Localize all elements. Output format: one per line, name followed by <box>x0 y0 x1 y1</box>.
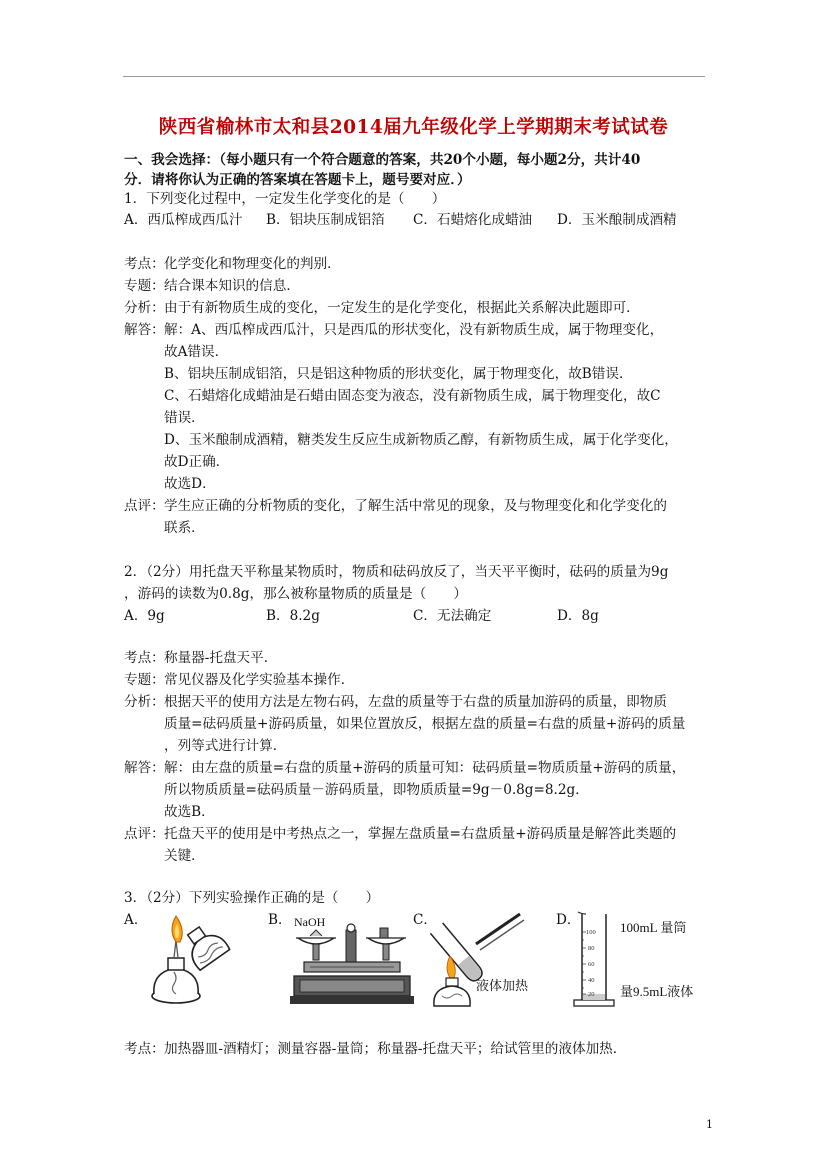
q2-jieda-line-1: 解：由左盘的质量=右盘的质量+游码的质量可知：砝码质量=物质质量+游码的质量， <box>164 760 686 776</box>
q3-option-b-label: B． <box>268 912 292 928</box>
q2-fenxi-line-3: ，列等式进行计算． <box>164 738 287 754</box>
q2-option-c: C．无法确定 <box>413 608 492 624</box>
q1-stem: 1．下列变化过程中，一定发生化学变化的是（ ） <box>124 191 446 207</box>
q3-option-d-label: D． <box>556 912 581 928</box>
q2-dianping-label: 点评： <box>124 826 165 842</box>
figure-a-alcohol-lamps <box>146 910 242 1010</box>
q3-kaodian: 加热器皿-酒精灯；测量容器-量筒；称量器-托盘天平；给试管里的液体加热． <box>164 1041 627 1057</box>
header-rule <box>123 76 705 77</box>
q2-dianping-line-1: 托盘天平的使用是中考热点之一，掌握左盘质量=右盘质量+游码质量是解答此类题的 <box>164 826 677 842</box>
q1-jieda-line-2: 故A错误． <box>164 344 229 360</box>
q2-option-d: D．8g <box>557 608 599 624</box>
figure-d-measuring-cylinder <box>572 908 714 1010</box>
q2-kaodian: 称量器-托盘天平． <box>164 650 278 666</box>
q2-stem-line-2: ，游码的读数为0.8g，那么被称量物质的质量是（ ） <box>124 586 467 602</box>
q1-jieda-line-3: B、铝块压制成铝箔，只是铝这种物质的形状变化，属于物理变化，故B错误． <box>164 366 633 382</box>
section-heading-line-1: 一、我会选择：（每小题只有一个符合题意的答案，共20个小题，每小题2分，共计40 <box>124 152 641 168</box>
q1-dianping-label: 点评： <box>124 498 165 514</box>
fig-d-label-bottom: 量9.5mL液体 <box>620 984 694 999</box>
q2-jieda-label: 解答： <box>124 760 165 776</box>
q1-jieda-line-6: D、玉米酿制成酒精，糖类发生反应生成新物质乙醇，有新物质生成，属于化学变化， <box>164 432 678 448</box>
page-title: 陕西省榆林市太和县2014届九年级化学上学期期末考试试卷 <box>158 117 669 138</box>
q1-jieda-line-5: 错误． <box>164 410 205 426</box>
q1-jieda-line-7: 故D正确． <box>164 454 230 470</box>
q2-option-a: A．9g <box>124 608 165 624</box>
q2-jieda-line-3: 故选B． <box>164 804 215 820</box>
q2-kaodian-label: 考点： <box>124 650 165 666</box>
q1-zhuanti: 结合课本知识的信息． <box>164 278 300 294</box>
q2-jieda-line-2: 所以物质质量=砝码质量－游码质量，即物质质量=9g－0.8g=8.2g． <box>164 782 589 798</box>
q1-zhuanti-label: 专题： <box>124 278 165 294</box>
q1-jieda-line-1: 解：A、西瓜榨成西瓜汁，只是西瓜的形状变化，没有新物质生成，属于物理变化， <box>164 322 664 338</box>
page-number: 1 <box>706 1118 713 1131</box>
fig-d-tick-80: 80 <box>588 945 595 952</box>
q1-jieda-line-8: 故选D． <box>164 476 216 492</box>
q3-kaodian-label: 考点： <box>124 1041 165 1057</box>
fig-d-tick-40: 40 <box>588 977 595 984</box>
q2-zhuanti-label: 专题： <box>124 672 165 688</box>
fig-c-label: 液体加热 <box>476 978 529 993</box>
fig-d-tick-100: 100 <box>586 929 596 936</box>
q2-fenxi-line-2: 质量=砝码质量+游码质量，如果位置放反，根据左盘的质量=右盘的质量+游码的质量 <box>164 716 686 732</box>
q2-fenxi-line-1: 根据天平的使用方法是左物右码，左盘的质量等于右盘的质量加游码的质量，即物质 <box>164 694 667 710</box>
section-heading-line-2: 分．请将你认为正确的答案填在答题卡上，题号要对应．） <box>124 172 471 188</box>
q2-stem-line-1: 2．（2分）用托盘天平称量某物质时，物质和砝码放反了，当天平平衡时，砝码的质量为9g <box>124 564 669 580</box>
figure-c-test-tube-heating <box>430 908 542 1012</box>
q2-fenxi-label: 分析： <box>124 694 165 710</box>
q1-option-b: B．铝块压制成铝箔 <box>266 212 385 228</box>
q3-option-c-label: C． <box>413 912 437 928</box>
q1-jieda-line-4: C、石蜡熔化成蜡油是石蜡由固态变为液态，没有新物质生成，属于物理变化，故C <box>164 388 661 404</box>
q2-dianping-line-2: 关键． <box>164 848 205 864</box>
q1-option-c: C．石蜡熔化成蜡油 <box>413 212 533 228</box>
q1-kaodian-label: 考点： <box>124 256 165 272</box>
q1-dianping-line-1: 学生应正确的分析物质的变化，了解生活中常见的现象，及与物理变化和化学变化的 <box>164 498 667 514</box>
fig-d-tick-60: 60 <box>588 961 595 968</box>
q3-stem: 3．（2分）下列实验操作正确的是（ ） <box>124 890 380 906</box>
q2-zhuanti: 常见仪器及化学实验基本操作． <box>164 672 355 688</box>
q1-option-d: D．玉米酿制成酒精 <box>557 212 677 228</box>
q1-jieda-label: 解答： <box>124 322 165 338</box>
fig-b-naoh-label: NaOH <box>294 915 326 929</box>
q1-fenxi: 由于有新物质生成的变化，一定发生的是化学变化，根据此关系解决此题即可． <box>164 300 640 316</box>
q1-dianping-line-2: 联系． <box>164 520 205 536</box>
q2-option-b: B．8.2g <box>266 608 320 624</box>
fig-d-label-top: 100mL 量筒 <box>620 920 687 935</box>
q1-fenxi-label: 分析： <box>124 300 165 316</box>
q1-option-a: A．西瓜榨成西瓜汁 <box>124 212 243 228</box>
fig-d-tick-20: 20 <box>588 991 595 998</box>
q3-option-a-label: A． <box>124 912 148 928</box>
q1-kaodian: 化学变化和物理变化的判别． <box>164 256 341 272</box>
figure-b-balance <box>290 906 414 1010</box>
